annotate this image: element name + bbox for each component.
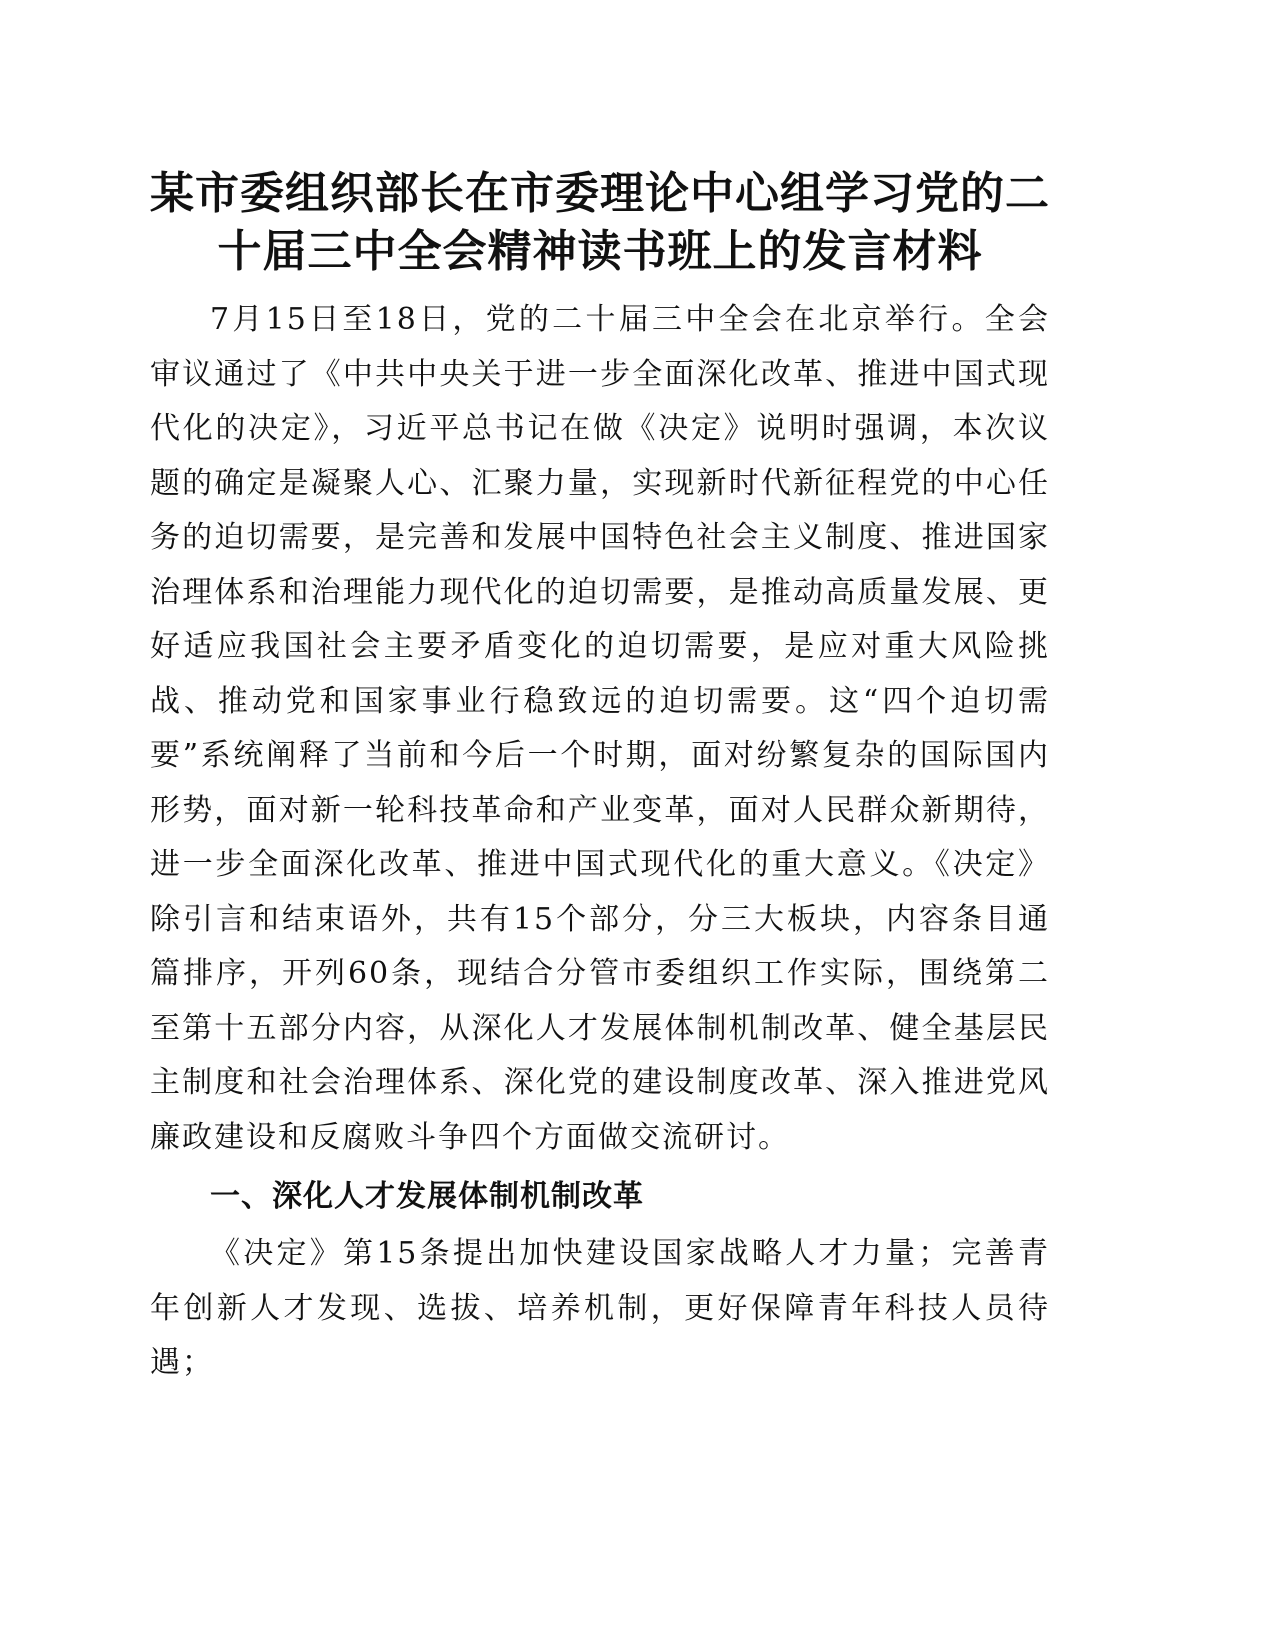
- section-heading: 一、深化人才发展体制机制改革: [210, 1179, 644, 1214]
- section-paragraph: 《决定》第15条提出加快建设国家战略人才力量；完善青年创新人才发现、选拔、培养机制，更好保障青年科技人员待遇；: [150, 1236, 1050, 1380]
- intro-paragraph: 7月15日至18日，党的二十届三中全会在北京举行。全会审议通过了《中共中央关于进一步全面深化改革、推进中国式现代化的决定》，习近平总书记在做《决定》说明时强调，本次议题的确定是凝聚人心、汇聚力量，实现新时代新征程党的中心任务的迫切需要，是完善和发展中国特色社会主义制度、推进国家治理体系和治理能力现代化的迫切需要，是推动高质量发展、更好适应我国社会主要矛盾变化的迫切需要，是应对重大风险挑战、推动党和国家事业行稳致远的迫切需要。这“四个迫切需要”系统阐释了当前和今后一个时期，面对纷繁复杂的国际国内形势，面对新一轮科技革命和产业变革，面对人民群众新期待，进一步全面深化改革、推进中国式现代化的重大意义。《决定》除引言和结束语外，共有15个部分，分三大板块，内容条目通篇排序，开列60条，现结合分管市委组织工作实际，围绕第二至第十五部分内容，从深化人才发展体制机制改革、健全基层民主制度和社会治理体系、深化党的建设制度改革、深入推进党风廉政建设和反腐败斗争四个方面做交流研讨。: [150, 302, 1050, 1155]
- document-content: [150, 165, 1050, 1391]
- document-title: 某市委组织部长在市委理论中心组学习党的二十届三中全会精神读书班上的发言材料: [150, 168, 1050, 277]
